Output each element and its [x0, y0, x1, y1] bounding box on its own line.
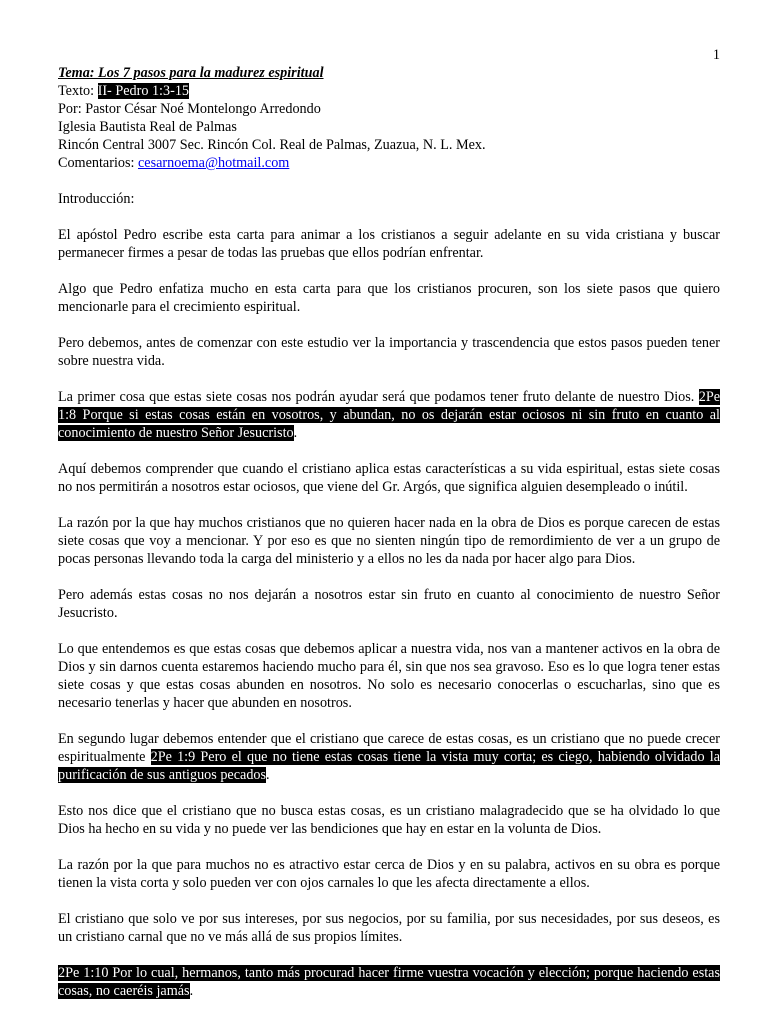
comments-line — [58, 154, 720, 172]
intro-heading: Introducción: — [58, 191, 135, 207]
verse-2pe-1-10: 2Pe 1:10 Por lo cual, hermanos, tanto más procurad hacer firme vuestra vocación y elección; porque haciendo estas cosas, no caeréis jamás — [58, 965, 720, 999]
page-number: 1 — [712, 47, 720, 63]
paragraph-10: Esto nos dice que el cristiano que no busca estas cosas, es un cristiano malagradecido que se ha olvidado lo que Dios ha hecho en su vida y no puede ver las bendiciones que hay en estar en la volunta de Dios. — [58, 803, 720, 837]
sermon-title: Tema: Los 7 pasos para la madurez espiritual — [58, 65, 324, 81]
verse-2pe-1-8: 2Pe 1:8 Porque si estas cosas están en vosotros, y abundan, no os dejarán estar ociosos ni sin fruto en cuanto al conocimiento de nuestro Señor Jesucristo — [58, 389, 720, 441]
paragraph-6: La razón por la que hay muchos cristianos que no quieren hacer nada en la obra de Dios es porque carecen de estas siete cosas que voy a mencionar. Y por eso es que no sienten ningún tipo de remordimiento de ver a un grupo de pocas personas llevando toda la carga del ministerio y a ellos no les da nada por hacer algo para Dios. — [58, 515, 720, 567]
paragraph-4-text: La primer cosa que estas siete cosas nos podrán ayudar será que podamos tener fruto delante de nuestro Dios. — [58, 389, 695, 405]
paragraph-3: Pero debemos, antes de comenzar con este estudio ver la importancia y trascendencia que estos pasos pueden tener sobre nuestra vida. — [58, 335, 720, 369]
email-link[interactable]: cesarnoema@hotmail.com — [138, 155, 290, 171]
church-line: Iglesia Bautista Real de Palmas — [58, 119, 237, 135]
paragraph-9-end: . — [266, 767, 270, 783]
paragraph-4 — [58, 388, 720, 442]
texto-label: Texto: — [58, 83, 98, 99]
paragraph-5: Aquí debemos comprender que cuando el cristiano aplica estas características a su vida espiritual, estas siete cosas no nos permitirán a nosotros estar ociosos, que viene del Gr. Argós, que significa alguien desempleado o inútil. — [58, 461, 720, 495]
scripture-line — [58, 82, 720, 100]
paragraph-9-text: En segundo lugar debemos entender que el cristiano que carece de estas cosas, es un cristiano que no puede crecer espiritualmente — [58, 731, 720, 765]
document-body — [58, 64, 720, 1018]
paragraph-9 — [58, 730, 720, 784]
paragraph-4-end: . — [293, 425, 298, 441]
author-line: Por: Pastor César Noé Montelongo Arredondo — [58, 101, 321, 117]
sermon-header — [58, 64, 720, 172]
paragraph-11: La razón por la que para muchos no es atractivo estar cerca de Dios y en su palabra, activos en su obra es porque tienen la vista corta y solo pueden ver con ojos carnales lo que les afecta directamente a ellos. — [58, 857, 720, 891]
paragraph-7: Pero además estas cosas no nos dejarán a nosotros estar sin fruto en cuanto al conocimiento de nuestro Señor Jesucristo. — [58, 587, 720, 621]
address-line: Rincón Central 3007 Sec. Rincón Col. Real de Palmas, Zuazua, N. L. Mex. — [58, 137, 486, 153]
paragraph-2: Algo que Pedro enfatiza mucho en esta carta para que los cristianos procuren, son los siete pasos que quiero mencionarle para el crecimiento espiritual. — [58, 281, 720, 315]
paragraph-13-end: . — [189, 983, 194, 999]
paragraph-1: El apóstol Pedro escribe esta carta para animar a los cristianos a seguir adelante en su vida cristiana y buscar permanecer firmes a pesar de todas las pruebas que ellos podrían enfrentar. — [58, 227, 720, 261]
scripture-reference: II- Pedro 1:3-15 — [97, 83, 190, 99]
paragraph-8: Lo que entendemos es que estas cosas que debemos aplicar a nuestra vida, nos van a mantener activos en la obra de Dios y sin darnos cuenta estaremos haciendo mucho para él, sin que nos sea gravoso. Eso es lo que logra tener estas siete cosas y que estas cosas abunden en nosotros. No solo es necesario conocerlas o escucharlas, sino que es necesario tenerlas y hacer que abunden en nosotros. — [58, 641, 720, 711]
paragraph-12: El cristiano que solo ve por sus intereses, por sus negocios, por su familia, por sus necesidades, por sus deseos, es un cristiano carnal que no ve más allá de sus propios límites. — [58, 911, 720, 945]
comments-label: Comentarios: — [58, 155, 138, 171]
verse-2pe-1-9: 2Pe 1:9 Pero el que no tiene estas cosas tiene la vista muy corta; es ciego, habiendo olvidado la purificación de sus antiguos pecados — [58, 749, 720, 783]
paragraph-13 — [58, 964, 720, 1000]
